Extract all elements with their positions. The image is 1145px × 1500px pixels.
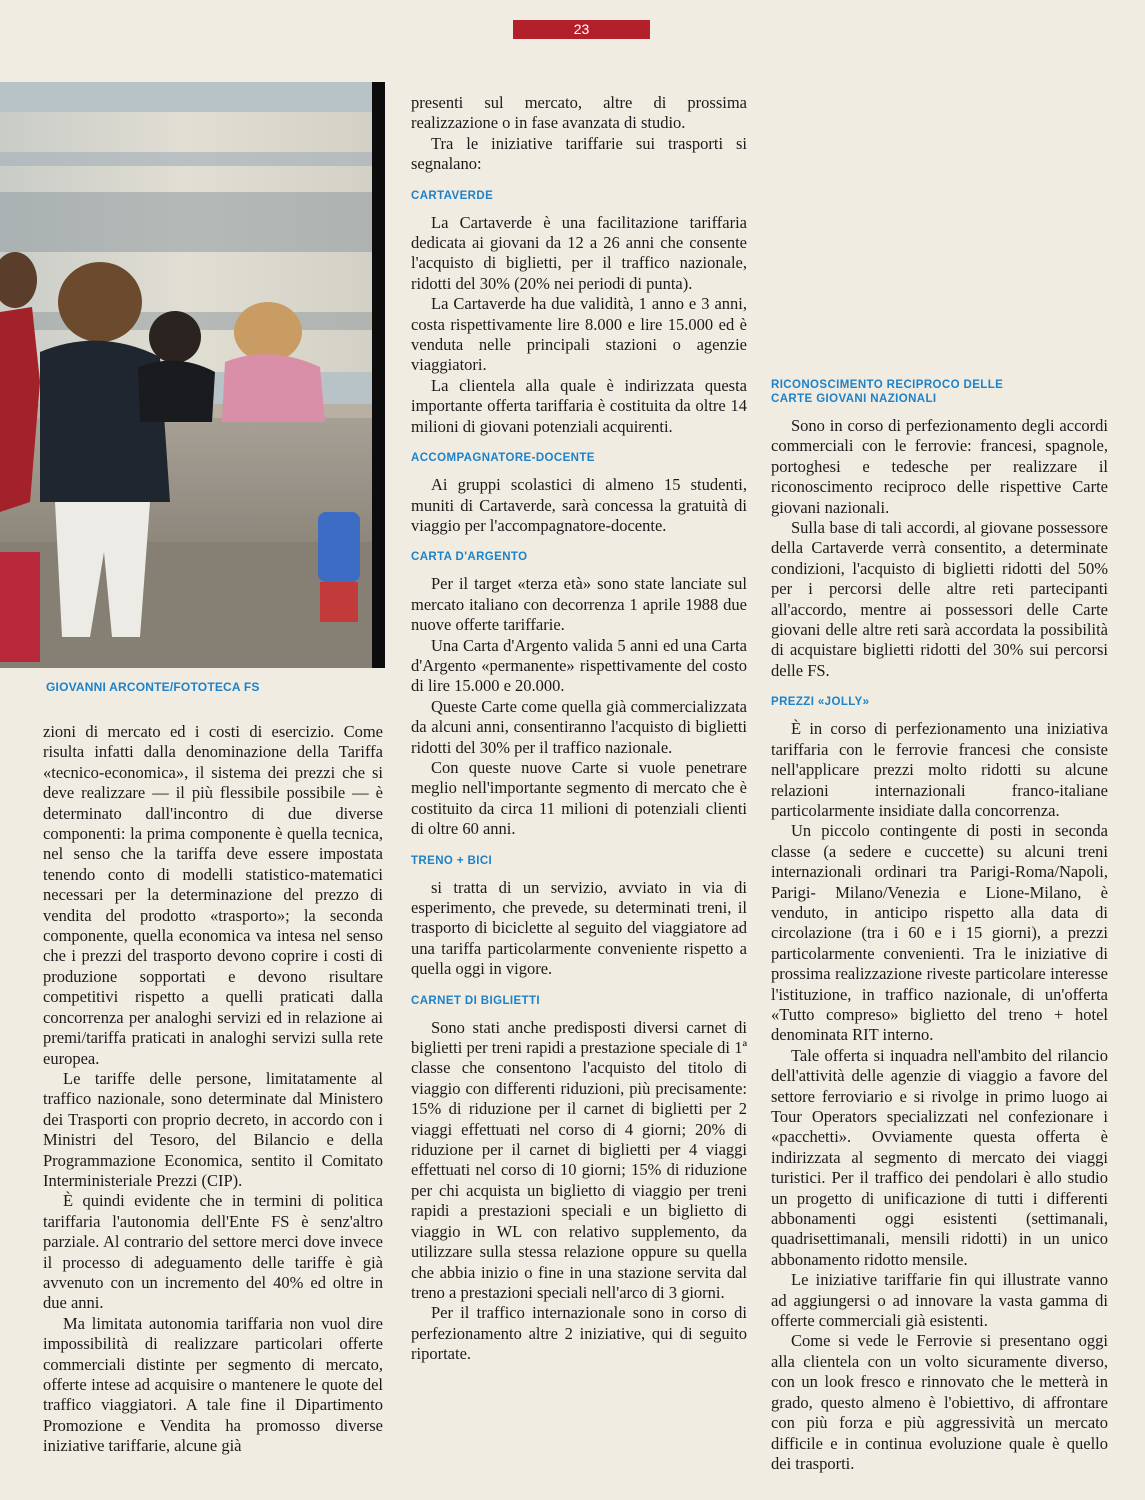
heading-line: RICONOSCIMENTO RECIPROCO DELLE xyxy=(771,379,1004,391)
section-heading-accompagnatore: ACCOMPAGNATORE-DOCENTE xyxy=(411,452,595,465)
paragraph: La Cartaverde ha due validità, 1 anno e 3 anni, costa rispettivamente lire 8.000 e lire 15.000 ed è venduta nelle principali stazioni o agenzie viaggiatori. xyxy=(411,294,747,375)
page-number: 23 xyxy=(513,20,650,39)
person-blonde-head xyxy=(234,302,302,362)
station-photo xyxy=(0,82,372,668)
paragraph: Per il target «terza età» sono state lanciate sul mercato italiano con decorrenza 1 aprile 1988 due nuove offerte tariffarie. xyxy=(411,574,747,635)
paragraph: Tale offerta si inquadra nell'ambito del rilancio dell'attività delle agenzie di viaggio a favore del settore ferroviario e si rivolge in primo luogo ai Tour Operators specializzati nel confezionare i «pacchetti». Ovviamente questa offerta è indirizzata al segmento di mercato dei viaggi turistici. Per il traffico dei pendolari è allo studio un progetto di unificazione di tutti i differenti abbonamenti oggi esistenti (settimanali, quadrisettimanali, mensili ridotti) in un unico abbonamento ridotto mensile. xyxy=(771,1045,1108,1269)
paragraph: Tra le iniziative tariffarie sui trasporti si segnalano: xyxy=(411,133,747,174)
paragraph: presenti sul mercato, altre di prossima realizzazione o in fase avanzata di studio. xyxy=(411,93,747,133)
paragraph: Sono in corso di perfezionamento degli accordi commerciali con le ferrovie: francesi, spagnole, portoghesi e tedesche per realizzare il riconoscimento reciproco delle rispettive Carte giovani nazionali. xyxy=(771,416,1108,517)
paragraph: La clientela alla quale è indirizzata questa importante offerta tariffaria è costituita da oltre 14 milioni di giovani potenziali acquirenti. xyxy=(411,375,747,436)
paragraph: Per il traffico internazionale sono in corso di perfezionamento altre 2 iniziative, qui di seguito riportate. xyxy=(411,1303,747,1364)
person-dark-head xyxy=(149,311,201,363)
paragraph: si tratta di un servizio, avviato in via di esperimento, che prevede, su determinati treni, il trasporto di biciclette al seguito del viaggiatore ad una tariffa particolarmente conveniente rispetto a quella oggi in vigore. xyxy=(411,877,747,979)
column-right xyxy=(771,378,1108,1474)
heading-line: CARTE GIOVANI NAZIONALI xyxy=(771,393,937,405)
paragraph: Un piccolo contingente di posti in seconda classe (a sedere e cuccette) su alcuni treni internazionali ordinari tra Parigi-Roma/Napoli, Parigi- Milano/Venezia e Lione-Milano, è venduto, in anticipo rispetto alla data di circolazione (tra i 60 e i 15 giorni), a prezzi particolarmente convenienti. Tra le iniziative di prossima realizzazione riveste particolare interesse l'istituzione, in traffico nazionale, di un'offerta «Tutto compreso» biglietto del treno + hotel denominata RIT interno. xyxy=(771,821,1108,1045)
photo-credit: GIOVANNI ARCONTE/FOTOTECA FS xyxy=(46,680,260,694)
person-black-coat xyxy=(138,361,215,422)
paragraph: È in corso di perfezionamento una iniziativa tariffaria con le ferrovie francesi che consiste nell'applicare prezzi molto ridotti su alcune relazioni internazionali franco-italiane particolarmente insidiate dalla concorrenza. xyxy=(771,719,1108,820)
section-heading-carnet: CARNET DI BIGLIETTI xyxy=(411,994,540,1007)
paragraph: È quindi evidente che in termini di politica tariffaria l'autonomia dell'Ente FS è senz'altro parziale. Al contrario del settore merci dove invece il processo di adeguamento delle tariffe è già avvenuto con un incremento del 40% ed oltre in due anni. xyxy=(43,1191,383,1313)
section-heading-carta-argento: CARTA D'ARGENTO xyxy=(411,551,528,564)
photo-frame-bar xyxy=(372,82,385,668)
paragraph: Le iniziative tariffarie fin qui illustrate vanno ad aggiungersi o ad innovare la vasta gamma di offerte commerciali già esistenti. xyxy=(771,1270,1108,1331)
paragraph: Come si vede le Ferrovie si presentano oggi alla clientela con un volto sicuramente diverso, con un look fresco e rinnovato che le metterà in grado, questo almeno è l'obiettivo, di affrontare con più forza e più aggressività un mercato difficile e in continua evoluzione quale è quello dei trasporti. xyxy=(771,1331,1108,1473)
paragraph: Sono stati anche predisposti diversi carnet di biglietti per treni rapidi a prestazione speciale di 1ª classe che consentono l'acquisto del titolo di viaggio con differenti riduzioni, più precisamente: 15% di riduzione per il carnet di biglietti per 2 viaggi effettuati nel corso di 4 giorni; 20% di riduzione per il carnet di biglietti per 4 viaggi effettuati nel corso di 10 giorni; 15% di riduzione per chi acquista un biglietto di viaggio per treni rapidi a prestazioni speciali e un biglietto di viaggio in WL con relativo supplemento, da utilizzare sulla stessa relazione oppure su quella che abbia inizio o fine in una stazione servita dal treno a prestazioni speciali nell'arco di 3 giorni. xyxy=(411,1017,747,1302)
section-heading-cartaverde: CARTAVERDE xyxy=(411,189,494,202)
paragraph: Queste Carte come quella già commercializzata da alcuni anni, consentiranno l'acquisto di biglietti ridotti del 30% per il traffico nazionale. xyxy=(411,696,747,757)
paragraph: La Cartaverde è una facilitazione tariffaria dedicata ai giovani da 12 a 26 anni che consente l'acquisto di biglietti, per il traffico nazionale, ridotti del 30% (20% nei periodi di punta). xyxy=(411,212,747,293)
paragraph: Le tariffe delle persone, limitatamente al traffico nazionale, sono determinate dal Ministero dei Trasporti con proprio decreto, in accordo con i Ministri del Tesoro, del Bilancio e della Programmazione Economica, sentito il Comitato Interministeriale Prezzi (CIP). xyxy=(43,1068,383,1190)
section-heading-jolly: PREZZI «JOLLY» xyxy=(771,696,870,709)
paragraph: Una Carta d'Argento valida 5 anni ed una Carta d'Argento «permanente» rispettivamente del costo di lire 15.000 e 20.000. xyxy=(411,635,747,696)
platform-ground xyxy=(0,542,372,668)
backpack-red xyxy=(320,582,358,622)
section-heading-riconoscimento xyxy=(771,378,1108,406)
column-left xyxy=(43,722,383,1457)
paragraph: zioni di mercato ed i costi di esercizio. Come risulta infatti dalla denominazione della Tariffa «tecnico-economica», il sistema dei prezzi che si deve realizzare — il più flessibile possibile — è determinato dall'incontro di due diverse componenti: la prima componente è quella tecnica, nel senso che la tariffa deve essere impostata tenendo conto di modelli statistico-matematici necessari per la determinazione del prezzo di vendita del prodotto «trasporto»; la seconda componente, quella economica va intesa nel senso che i prezzi del trasporto devono coprire i costi di produzione sopportati e devono risultare competitivi rispetto a quelli praticati dalla concorrenza per analoghi servizi ed in relazione ai premi/tariffa praticati in analoghi servizi sulla rete europea. xyxy=(43,722,383,1068)
paragraph: Con queste nuove Carte si vuole penetrare meglio nell'importante segmento di mercato che è costituito da circa 11 milioni di potenziali clienti di oltre 60 anni. xyxy=(411,757,747,839)
backpack xyxy=(318,512,360,582)
paragraph: Ma limitata autonomia tariffaria non vuol dire impossibilità di realizzare particolari offerte commerciali distinte per segmento di mercato, offerte intese ad acquisire o mantenere le quote del traffico viaggiatori. A tale fine il Dipartimento Promozione e Vendita ha promosso diverse iniziative tariffarie, alcune già xyxy=(43,1313,383,1456)
paragraph: Ai gruppi scolastici di almeno 15 studenti, muniti di Cartaverde, sarà concessa la gratuità di viaggio per l'accompagnatore-docente. xyxy=(411,475,747,535)
paragraph: Sulla base di tali accordi, al giovane possessore della Cartaverde verrà consentito, a determinate condizioni, l'acquisto di biglietti ridotti del 50% per i percorsi delle altre reti partecipanti all'accordo, mentre ai possessori delle Carte giovani delle altre reti sarà accordata la possibilità di acquistare biglietti ridotti del 30% sui percorsi delle FS. xyxy=(771,518,1108,680)
person-pink-jacket xyxy=(222,354,325,422)
person-curly-head xyxy=(58,262,142,342)
section-heading-treno-bici: TRENO + BICI xyxy=(411,854,493,867)
column-middle xyxy=(411,93,747,1365)
train-stripe xyxy=(0,152,372,166)
bag-left xyxy=(0,552,40,662)
train-window-band xyxy=(0,192,372,252)
